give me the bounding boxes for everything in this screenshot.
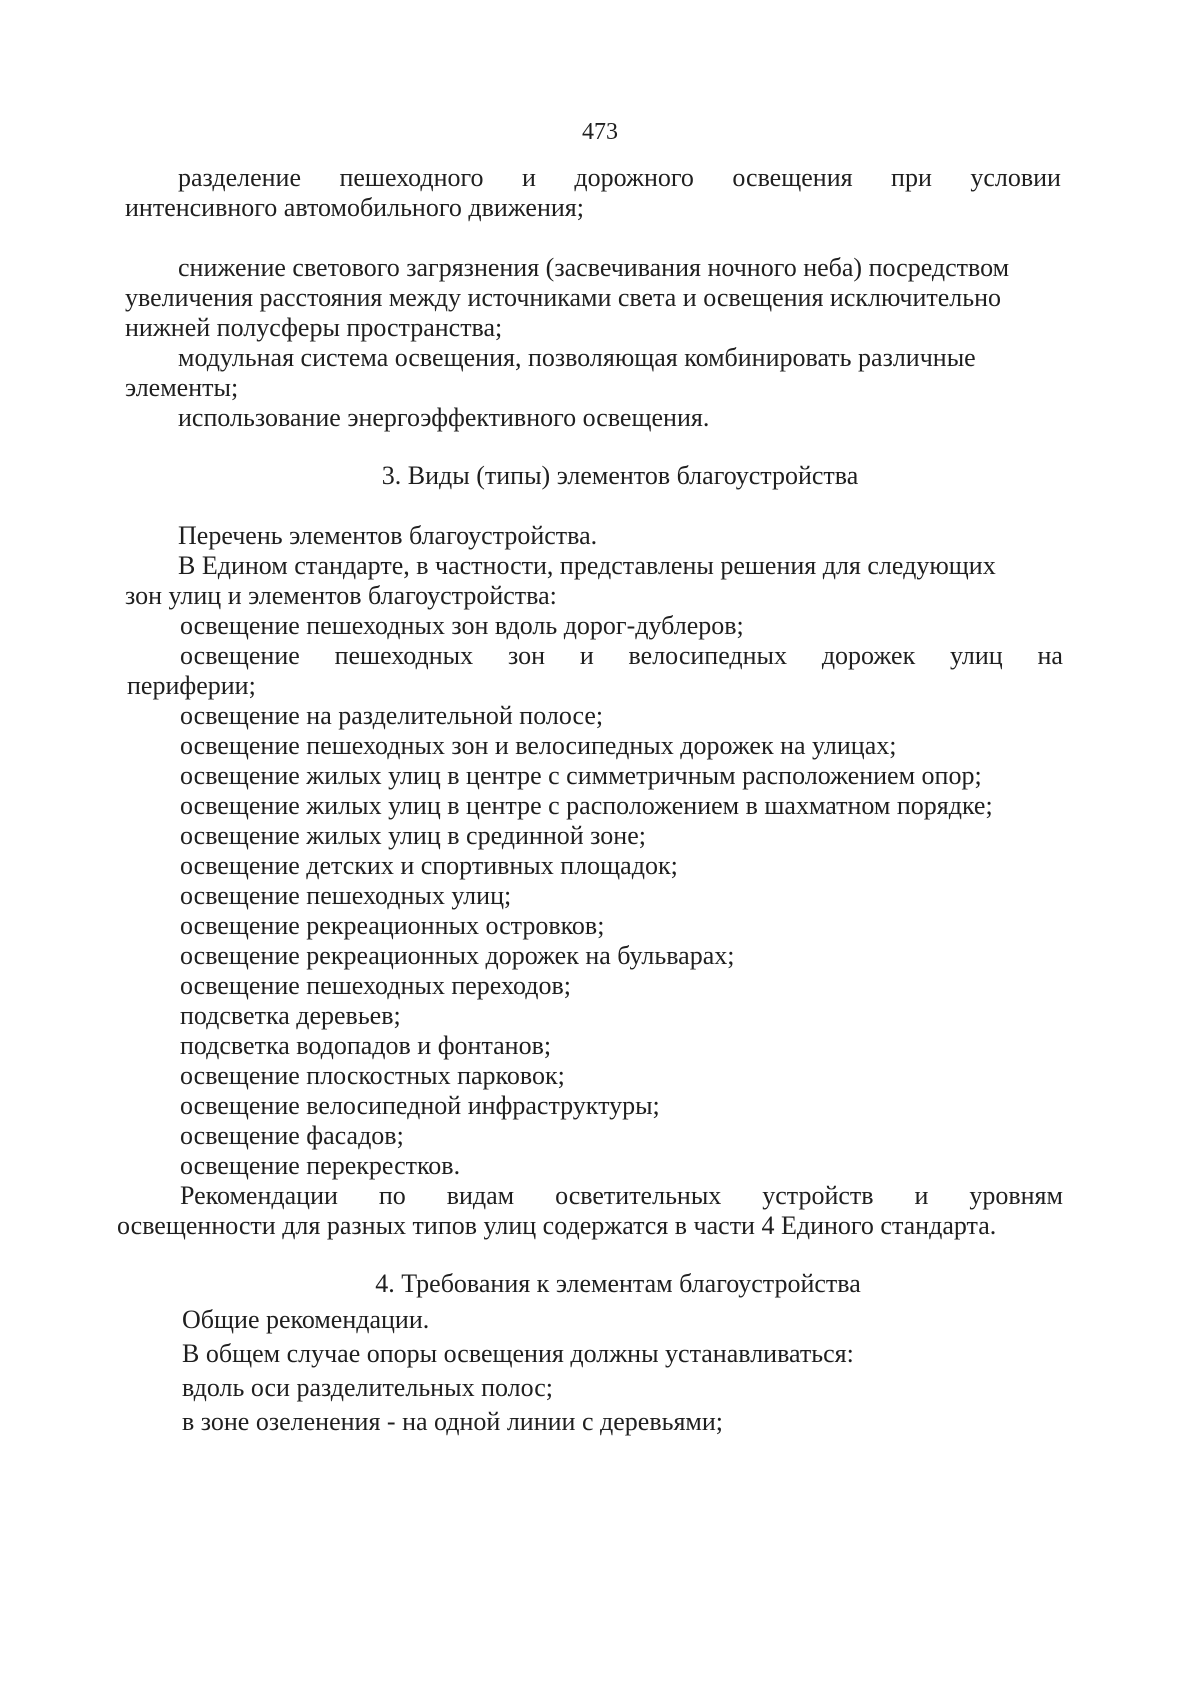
paragraph-2-line-3: нижней полусферы пространства;: [125, 313, 503, 342]
paragraph-2-line-1: снижение светового загрязнения (засвечивания ночного неба) посредством: [178, 253, 1010, 282]
word: на: [1037, 641, 1063, 670]
list-intro: Перечень элементов благоустройства.: [178, 521, 598, 550]
list-item-continuation: периферии;: [127, 671, 256, 700]
list-item: освещение на разделительной полосе;: [180, 701, 604, 730]
supports-intro: В общем случае опоры освещения должны устанавливаться:: [182, 1339, 854, 1368]
list-item-justified: [180, 640, 1063, 672]
list-item: подсветка водопадов и фонтанов;: [180, 1031, 552, 1060]
paragraph-4: использование энергоэффективного освещения.: [178, 403, 710, 432]
list-item: освещение фасадов;: [180, 1121, 404, 1150]
section-4-heading: 4. Требования к элементам благоустройства: [375, 1269, 861, 1298]
word: осветительных: [555, 1181, 722, 1210]
list-item: освещение жилых улиц в центре с симметричным расположением опор;: [180, 761, 982, 790]
list-item: освещение жилых улиц в центре с расположением в шахматном порядке;: [180, 791, 993, 820]
list-item: освещение пешеходных зон вдоль дорог-дублеров;: [180, 611, 744, 640]
list-item: подсветка деревьев;: [180, 1001, 401, 1030]
list-item: освещение пешеходных зон и велосипедных дорожек на улицах;: [180, 731, 897, 760]
word: условии: [970, 163, 1061, 192]
word: устройств: [762, 1181, 874, 1210]
supports-item: в зоне озеленения - на одной линии с деревьями;: [182, 1407, 723, 1436]
general-recommendations: Общие рекомендации.: [182, 1305, 430, 1334]
supports-item: вдоль оси разделительных полос;: [182, 1373, 554, 1402]
word: дорожек: [821, 641, 916, 670]
paragraph-2-line-2: увеличения расстояния между источниками света и освещения исключительно: [125, 283, 1002, 312]
paragraph-3-line-1: модульная система освещения, позволяющая комбинировать различные: [178, 343, 976, 372]
list-item: освещение пешеходных переходов;: [180, 971, 571, 1000]
recommendations-line-2: освещенности для разных типов улиц содержатся в части 4 Единого стандарта.: [117, 1211, 997, 1240]
word: при: [891, 163, 932, 192]
list-item: освещение перекрестков.: [180, 1151, 461, 1180]
word: разделение: [178, 163, 301, 192]
page-number: 473: [582, 119, 618, 145]
word: и: [522, 163, 536, 192]
list-item: освещение плоскостных парковок;: [180, 1061, 565, 1090]
word: зон: [507, 641, 545, 670]
word: видам: [446, 1181, 515, 1210]
word: велосипедных: [628, 641, 788, 670]
paragraph-1-line-2: интенсивного автомобильного движения;: [125, 193, 584, 222]
standard-line-1: В Едином стандарте, в частности, представлены решения для следующих: [178, 551, 996, 580]
word: и: [914, 1181, 929, 1210]
word: освещения: [732, 163, 853, 192]
word: дорожного: [574, 163, 694, 192]
word: пешеходного: [339, 163, 484, 192]
paragraph-1-line-1: [178, 162, 1061, 194]
word: пешеходных: [334, 641, 474, 670]
standard-line-2: зон улиц и элементов благоустройства:: [125, 581, 557, 610]
list-item: освещение детских и спортивных площадок;: [180, 851, 678, 880]
word: улиц: [950, 641, 1003, 670]
list-item: освещение жилых улиц в срединной зоне;: [180, 821, 646, 850]
word: по: [378, 1181, 406, 1210]
word: уровням: [969, 1181, 1063, 1210]
word: Рекомендации: [180, 1181, 338, 1210]
list-item: освещение рекреационных дорожек на бульварах;: [180, 941, 735, 970]
list-item: освещение рекреационных островков;: [180, 911, 605, 940]
list-item: освещение пешеходных улиц;: [180, 881, 512, 910]
word: освещение: [180, 641, 300, 670]
paragraph-3-line-2: элементы;: [125, 373, 239, 402]
word: и: [579, 641, 594, 670]
recommendations-line-1: [180, 1180, 1063, 1212]
section-3-heading: 3. Виды (типы) элементов благоустройства: [381, 461, 859, 490]
list-item: освещение велосипедной инфраструктуры;: [180, 1091, 660, 1120]
